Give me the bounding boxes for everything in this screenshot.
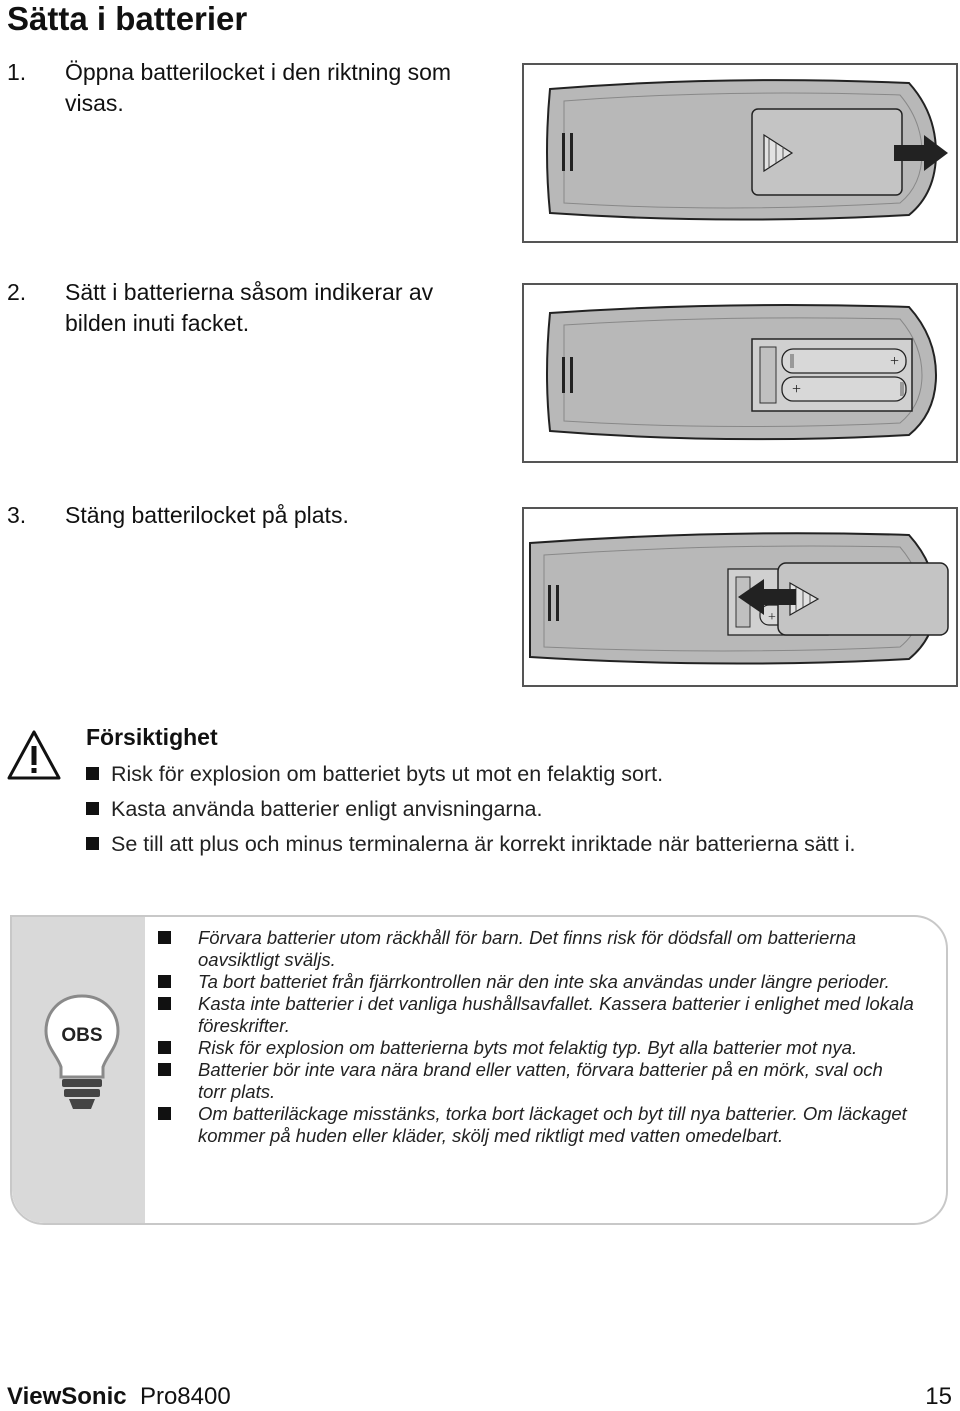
step-text: Stäng batterilocket på plats. xyxy=(65,502,349,528)
remote-open-cover-illustration xyxy=(524,65,956,241)
bullet-square-icon xyxy=(158,1063,171,1076)
step-1 xyxy=(7,57,487,119)
bullet-square-icon xyxy=(158,1041,171,1054)
list-item: Kasta inte batterier i det vanliga hushållsavfallet. Kassera batterier i enlighet med lokala föreskrifter. xyxy=(155,993,915,1037)
step-text: Sätt i batterierna såsom indikerar av bilden inuti facket. xyxy=(65,279,434,336)
footer-brand xyxy=(7,1383,231,1411)
list-item: Kasta använda batterier enligt anvisningarna. xyxy=(86,792,855,827)
list-item: Risk för explosion om batteriet byts ut mot en felaktig sort. xyxy=(86,757,855,792)
figure-insert-batteries xyxy=(522,283,958,463)
light-bulb-icon xyxy=(43,993,121,1111)
step-number: 2. xyxy=(7,279,27,305)
bullet-square-icon xyxy=(86,837,99,850)
note-list xyxy=(155,927,915,1147)
brand-name: ViewSonic xyxy=(7,1383,127,1410)
figure-open-cover xyxy=(522,63,958,243)
bullet-square-icon xyxy=(158,931,171,944)
step-number: 1. xyxy=(7,59,27,85)
warning-triangle-icon xyxy=(6,728,62,782)
list-item: Se till att plus och minus terminalerna är korrekt inriktade när batterierna sätt i. xyxy=(86,827,855,862)
list-item: Batterier bör inte vara nära brand eller vatten, förvara batterier på en mörk, sval och torr plats. xyxy=(155,1059,915,1103)
page-title: Sätta i batterier xyxy=(7,0,248,37)
obs-label: OBS xyxy=(61,1025,103,1046)
battery-plus-mark: + xyxy=(890,353,900,370)
step-number: 3. xyxy=(7,502,27,528)
list-item: Ta bort batteriet från fjärrkontrollen när den inte ska användas under längre perioder. xyxy=(155,971,915,993)
step-3 xyxy=(7,500,487,531)
bullet-square-icon xyxy=(158,1107,171,1120)
remote-batteries-illustration xyxy=(524,285,956,461)
page-number: 15 xyxy=(925,1383,952,1410)
caution-list xyxy=(86,757,855,862)
bullet-square-icon xyxy=(86,767,99,780)
caution-title: Försiktighet xyxy=(86,724,218,750)
bullet-square-icon xyxy=(86,802,99,815)
note-sidebar xyxy=(12,917,145,1223)
figure-close-cover xyxy=(522,507,958,687)
step-2 xyxy=(7,277,487,339)
list-item: Förvara batterier utom räckhåll för barn. Det finns risk för dödsfall om batterierna oavsiktligt sväljs. xyxy=(155,927,915,971)
note-box xyxy=(10,915,948,1225)
remote-close-cover-illustration xyxy=(524,509,956,685)
battery-plus-mark: + xyxy=(768,610,776,625)
bullet-square-icon xyxy=(158,997,171,1010)
list-item: Om batteriläckage misstänks, torka bort läckaget och byt till nya batterier. Om läckaget kommer på huden eller kläder, skölj med riktligt med vatten omedelbart. xyxy=(155,1103,915,1147)
step-text: Öppna batterilocket i den riktning som visas. xyxy=(65,59,452,116)
bullet-square-icon xyxy=(158,975,171,988)
battery-plus-mark: + xyxy=(792,381,802,398)
list-item: Risk för explosion om batterierna byts mot felaktig typ. Byt alla batterier mot nya. xyxy=(155,1037,915,1059)
model-name: Pro8400 xyxy=(139,1383,231,1410)
